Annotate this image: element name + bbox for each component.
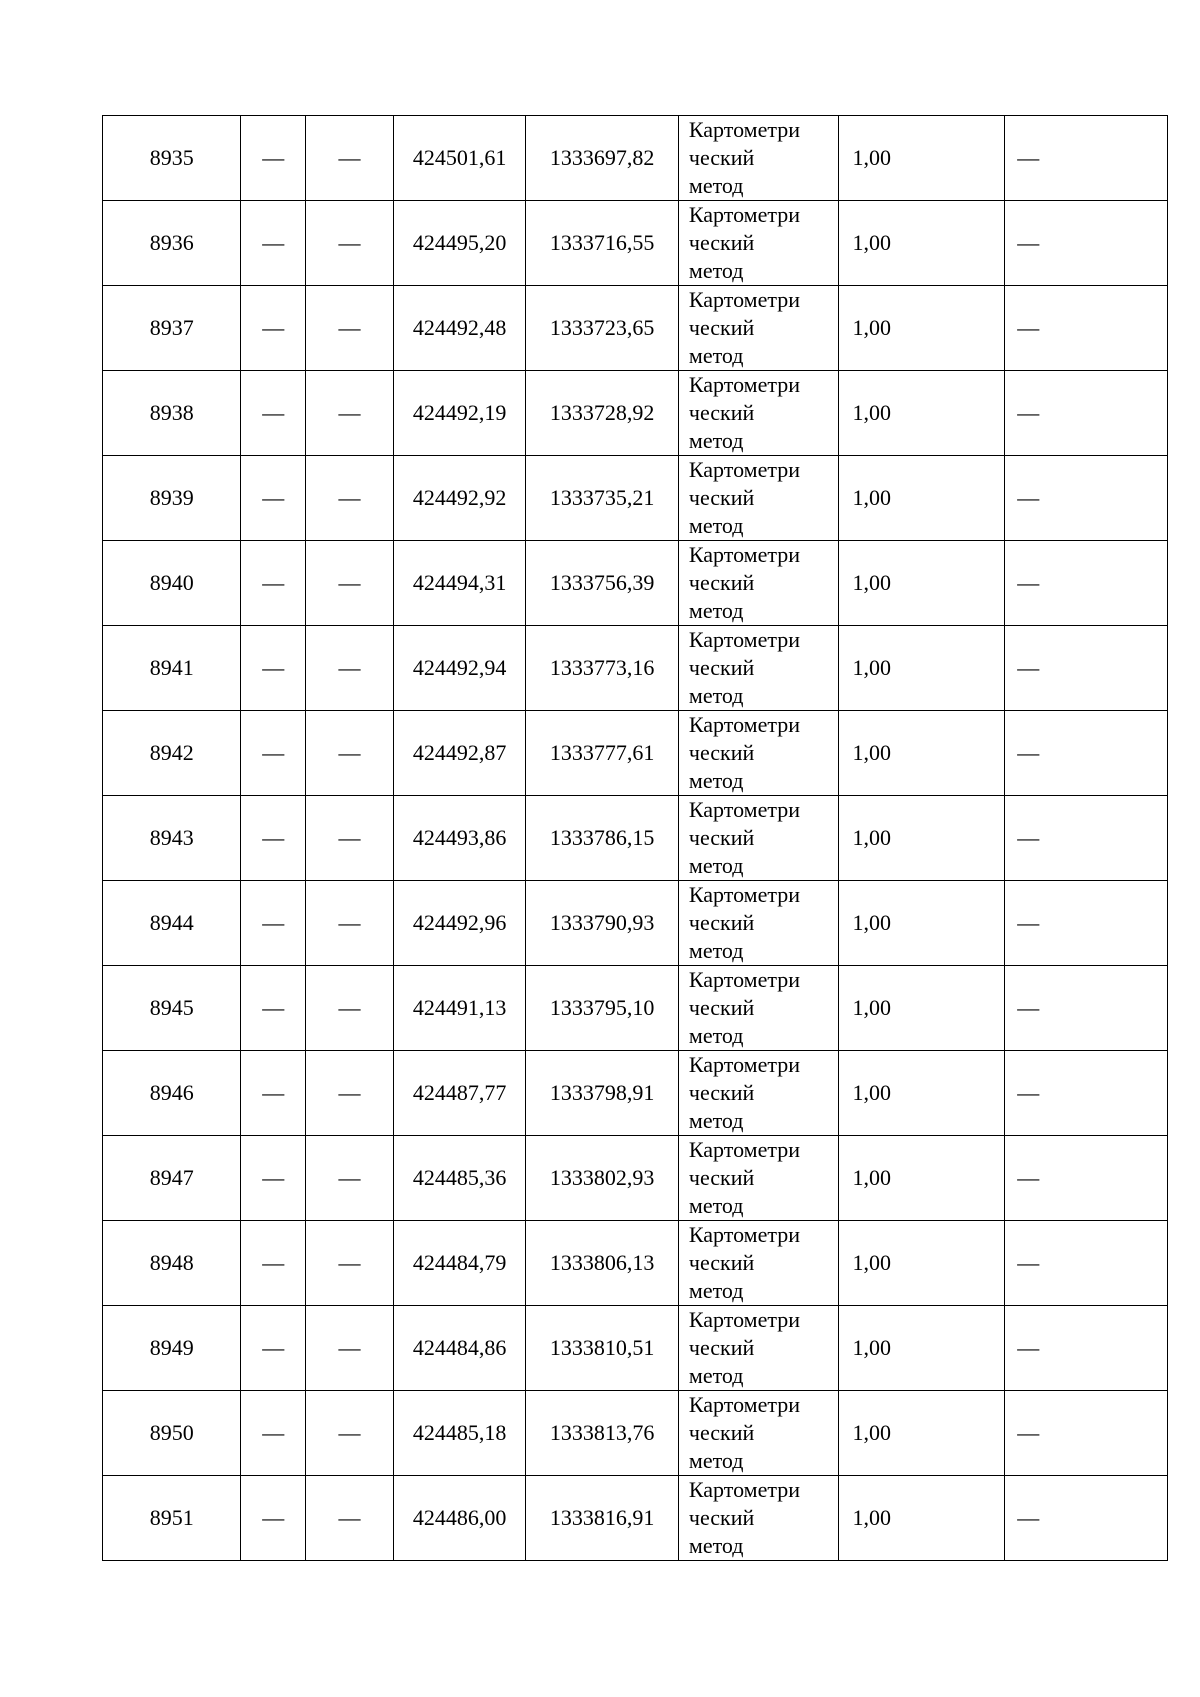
y-coordinate-cell: 1333756,39: [526, 541, 679, 626]
method-text-line: метод: [688, 768, 744, 793]
table-row: [103, 796, 1168, 881]
method-text-line: метод: [688, 513, 744, 538]
y-coordinate-cell: 1333786,15: [526, 796, 679, 881]
method-text-line: метод: [688, 343, 744, 368]
accuracy-cell: 1,00: [838, 1221, 1005, 1306]
empty-cell: —: [241, 881, 306, 966]
empty-cell: —: [1005, 1221, 1168, 1306]
empty-cell: —: [1005, 1476, 1168, 1561]
table-row: [103, 116, 1168, 201]
method-text-line: Картометри: [688, 797, 801, 822]
method-text-line: Картометри: [688, 457, 801, 482]
method-text-line: ческий: [688, 400, 755, 425]
table-row: [103, 1136, 1168, 1221]
y-coordinate-cell: 1333806,13: [526, 1221, 679, 1306]
empty-cell: —: [241, 796, 306, 881]
x-coordinate-cell: 424492,94: [393, 626, 525, 711]
x-coordinate-cell: 424485,36: [393, 1136, 525, 1221]
point-number-cell: 8937: [103, 286, 241, 371]
table-row: [103, 966, 1168, 1051]
accuracy-cell: 1,00: [838, 881, 1005, 966]
point-number-cell: 8950: [103, 1391, 241, 1476]
method-text-line: метод: [688, 1363, 744, 1388]
empty-cell: —: [306, 371, 394, 456]
method-text-line: метод: [688, 428, 744, 453]
point-number-cell: 8946: [103, 1051, 241, 1136]
x-coordinate-cell: 424491,13: [393, 966, 525, 1051]
method-text-line: ческий: [688, 1505, 755, 1530]
method-text-line: метод: [688, 1023, 744, 1048]
empty-cell: —: [306, 1476, 394, 1561]
table-row: [103, 626, 1168, 711]
empty-cell: —: [241, 286, 306, 371]
method-text-line: ческий: [688, 910, 755, 935]
method-text-line: ческий: [688, 315, 755, 340]
method-text-line: метод: [688, 173, 744, 198]
y-coordinate-cell: 1333816,91: [526, 1476, 679, 1561]
x-coordinate-cell: 424494,31: [393, 541, 525, 626]
table-row: [103, 1051, 1168, 1136]
method-cell: [678, 711, 838, 796]
table-row: [103, 286, 1168, 371]
x-coordinate-cell: 424493,86: [393, 796, 525, 881]
empty-cell: —: [306, 541, 394, 626]
point-number-cell: 8947: [103, 1136, 241, 1221]
method-text-line: ческий: [688, 485, 755, 510]
method-cell: [678, 626, 838, 711]
method-cell: [678, 541, 838, 626]
y-coordinate-cell: 1333697,82: [526, 116, 679, 201]
x-coordinate-cell: 424487,77: [393, 1051, 525, 1136]
method-text-line: Картометри: [688, 117, 801, 142]
accuracy-cell: 1,00: [838, 711, 1005, 796]
method-text-line: Картометри: [688, 1222, 801, 1247]
y-coordinate-cell: 1333716,55: [526, 201, 679, 286]
empty-cell: —: [1005, 1051, 1168, 1136]
method-text-line: Картометри: [688, 287, 801, 312]
empty-cell: —: [306, 881, 394, 966]
table-row: [103, 456, 1168, 541]
empty-cell: —: [306, 1051, 394, 1136]
coordinates-table: [102, 115, 1168, 1561]
method-text-line: ческий: [688, 825, 755, 850]
empty-cell: —: [1005, 456, 1168, 541]
point-number-cell: 8945: [103, 966, 241, 1051]
method-cell: [678, 966, 838, 1051]
point-number-cell: 8938: [103, 371, 241, 456]
table-row: [103, 541, 1168, 626]
accuracy-cell: 1,00: [838, 1391, 1005, 1476]
method-text-line: ческий: [688, 1420, 755, 1445]
empty-cell: —: [241, 1306, 306, 1391]
method-text-line: Картометри: [688, 1307, 801, 1332]
method-cell: [678, 201, 838, 286]
empty-cell: —: [1005, 1136, 1168, 1221]
method-cell: [678, 881, 838, 966]
accuracy-cell: 1,00: [838, 1306, 1005, 1391]
empty-cell: —: [1005, 966, 1168, 1051]
y-coordinate-cell: 1333723,65: [526, 286, 679, 371]
y-coordinate-cell: 1333795,10: [526, 966, 679, 1051]
empty-cell: —: [241, 371, 306, 456]
accuracy-cell: 1,00: [838, 541, 1005, 626]
method-text-line: Картометри: [688, 202, 801, 227]
accuracy-cell: 1,00: [838, 1051, 1005, 1136]
point-number-cell: 8948: [103, 1221, 241, 1306]
y-coordinate-cell: 1333798,91: [526, 1051, 679, 1136]
method-text-line: ческий: [688, 1335, 755, 1360]
x-coordinate-cell: 424492,87: [393, 711, 525, 796]
method-text-line: Картометри: [688, 1052, 801, 1077]
x-coordinate-cell: 424501,61: [393, 116, 525, 201]
point-number-cell: 8940: [103, 541, 241, 626]
y-coordinate-cell: 1333735,21: [526, 456, 679, 541]
point-number-cell: 8941: [103, 626, 241, 711]
empty-cell: —: [241, 711, 306, 796]
table-row: [103, 711, 1168, 796]
method-text-line: ческий: [688, 655, 755, 680]
empty-cell: —: [241, 456, 306, 541]
accuracy-cell: 1,00: [838, 1476, 1005, 1561]
point-number-cell: 8935: [103, 116, 241, 201]
method-text-line: метод: [688, 1278, 744, 1303]
empty-cell: —: [241, 1476, 306, 1561]
point-number-cell: 8949: [103, 1306, 241, 1391]
accuracy-cell: 1,00: [838, 286, 1005, 371]
accuracy-cell: 1,00: [838, 966, 1005, 1051]
method-text-line: Картометри: [688, 1392, 801, 1417]
method-text-line: Картометри: [688, 1137, 801, 1162]
y-coordinate-cell: 1333810,51: [526, 1306, 679, 1391]
y-coordinate-cell: 1333728,92: [526, 371, 679, 456]
method-text-line: метод: [688, 683, 744, 708]
method-text-line: ческий: [688, 1250, 755, 1275]
empty-cell: —: [241, 1221, 306, 1306]
table-row: [103, 371, 1168, 456]
x-coordinate-cell: 424492,19: [393, 371, 525, 456]
method-cell: [678, 456, 838, 541]
method-text-line: Картометри: [688, 627, 801, 652]
method-text-line: Картометри: [688, 372, 801, 397]
method-cell: [678, 1306, 838, 1391]
empty-cell: —: [1005, 1391, 1168, 1476]
empty-cell: —: [1005, 881, 1168, 966]
method-text-line: Картометри: [688, 542, 801, 567]
accuracy-cell: 1,00: [838, 1136, 1005, 1221]
empty-cell: —: [241, 1391, 306, 1476]
method-text-line: метод: [688, 938, 744, 963]
method-text-line: метод: [688, 258, 744, 283]
x-coordinate-cell: 424485,18: [393, 1391, 525, 1476]
method-cell: [678, 1051, 838, 1136]
empty-cell: —: [241, 201, 306, 286]
empty-cell: —: [306, 1306, 394, 1391]
point-number-cell: 8939: [103, 456, 241, 541]
x-coordinate-cell: 424486,00: [393, 1476, 525, 1561]
method-text-line: метод: [688, 1108, 744, 1133]
empty-cell: —: [1005, 626, 1168, 711]
method-text-line: метод: [688, 598, 744, 623]
accuracy-cell: 1,00: [838, 116, 1005, 201]
empty-cell: —: [306, 1221, 394, 1306]
method-cell: [678, 116, 838, 201]
point-number-cell: 8944: [103, 881, 241, 966]
empty-cell: —: [1005, 1306, 1168, 1391]
empty-cell: —: [241, 1051, 306, 1136]
empty-cell: —: [1005, 116, 1168, 201]
empty-cell: —: [306, 966, 394, 1051]
accuracy-cell: 1,00: [838, 626, 1005, 711]
method-text-line: Картометри: [688, 1477, 801, 1502]
empty-cell: —: [306, 1136, 394, 1221]
method-cell: [678, 1136, 838, 1221]
method-text-line: ческий: [688, 740, 755, 765]
empty-cell: —: [306, 116, 394, 201]
x-coordinate-cell: 424484,79: [393, 1221, 525, 1306]
method-text-line: Картометри: [688, 967, 801, 992]
y-coordinate-cell: 1333773,16: [526, 626, 679, 711]
table-row: [103, 1306, 1168, 1391]
x-coordinate-cell: 424492,92: [393, 456, 525, 541]
empty-cell: —: [306, 711, 394, 796]
table-row: [103, 1391, 1168, 1476]
empty-cell: —: [1005, 796, 1168, 881]
y-coordinate-cell: 1333777,61: [526, 711, 679, 796]
empty-cell: —: [241, 626, 306, 711]
method-text-line: метод: [688, 1193, 744, 1218]
method-cell: [678, 796, 838, 881]
accuracy-cell: 1,00: [838, 796, 1005, 881]
method-text-line: ческий: [688, 1165, 755, 1190]
method-text-line: ческий: [688, 145, 755, 170]
empty-cell: —: [241, 966, 306, 1051]
method-text-line: ческий: [688, 1080, 755, 1105]
method-cell: [678, 1476, 838, 1561]
empty-cell: —: [241, 116, 306, 201]
method-text-line: ческий: [688, 230, 755, 255]
x-coordinate-cell: 424484,86: [393, 1306, 525, 1391]
empty-cell: —: [241, 541, 306, 626]
method-text-line: ческий: [688, 570, 755, 595]
table-body: [103, 116, 1168, 1561]
point-number-cell: 8942: [103, 711, 241, 796]
accuracy-cell: 1,00: [838, 456, 1005, 541]
x-coordinate-cell: 424492,96: [393, 881, 525, 966]
x-coordinate-cell: 424495,20: [393, 201, 525, 286]
accuracy-cell: 1,00: [838, 201, 1005, 286]
accuracy-cell: 1,00: [838, 371, 1005, 456]
empty-cell: —: [241, 1136, 306, 1221]
method-text-line: Картометри: [688, 712, 801, 737]
point-number-cell: 8951: [103, 1476, 241, 1561]
method-text-line: ческий: [688, 995, 755, 1020]
method-text-line: метод: [688, 1533, 744, 1558]
point-number-cell: 8943: [103, 796, 241, 881]
point-number-cell: 8936: [103, 201, 241, 286]
empty-cell: —: [306, 286, 394, 371]
empty-cell: —: [306, 456, 394, 541]
y-coordinate-cell: 1333790,93: [526, 881, 679, 966]
empty-cell: —: [306, 201, 394, 286]
empty-cell: —: [306, 796, 394, 881]
y-coordinate-cell: 1333802,93: [526, 1136, 679, 1221]
table-row: [103, 881, 1168, 966]
method-cell: [678, 1221, 838, 1306]
method-cell: [678, 371, 838, 456]
empty-cell: —: [1005, 201, 1168, 286]
table-row: [103, 1476, 1168, 1561]
y-coordinate-cell: 1333813,76: [526, 1391, 679, 1476]
method-cell: [678, 1391, 838, 1476]
method-text-line: метод: [688, 853, 744, 878]
empty-cell: —: [1005, 371, 1168, 456]
empty-cell: —: [1005, 541, 1168, 626]
table-row: [103, 1221, 1168, 1306]
empty-cell: —: [1005, 286, 1168, 371]
method-text-line: метод: [688, 1448, 744, 1473]
x-coordinate-cell: 424492,48: [393, 286, 525, 371]
empty-cell: —: [306, 626, 394, 711]
empty-cell: —: [1005, 711, 1168, 796]
method-text-line: Картометри: [688, 882, 801, 907]
method-cell: [678, 286, 838, 371]
table-row: [103, 201, 1168, 286]
empty-cell: —: [306, 1391, 394, 1476]
